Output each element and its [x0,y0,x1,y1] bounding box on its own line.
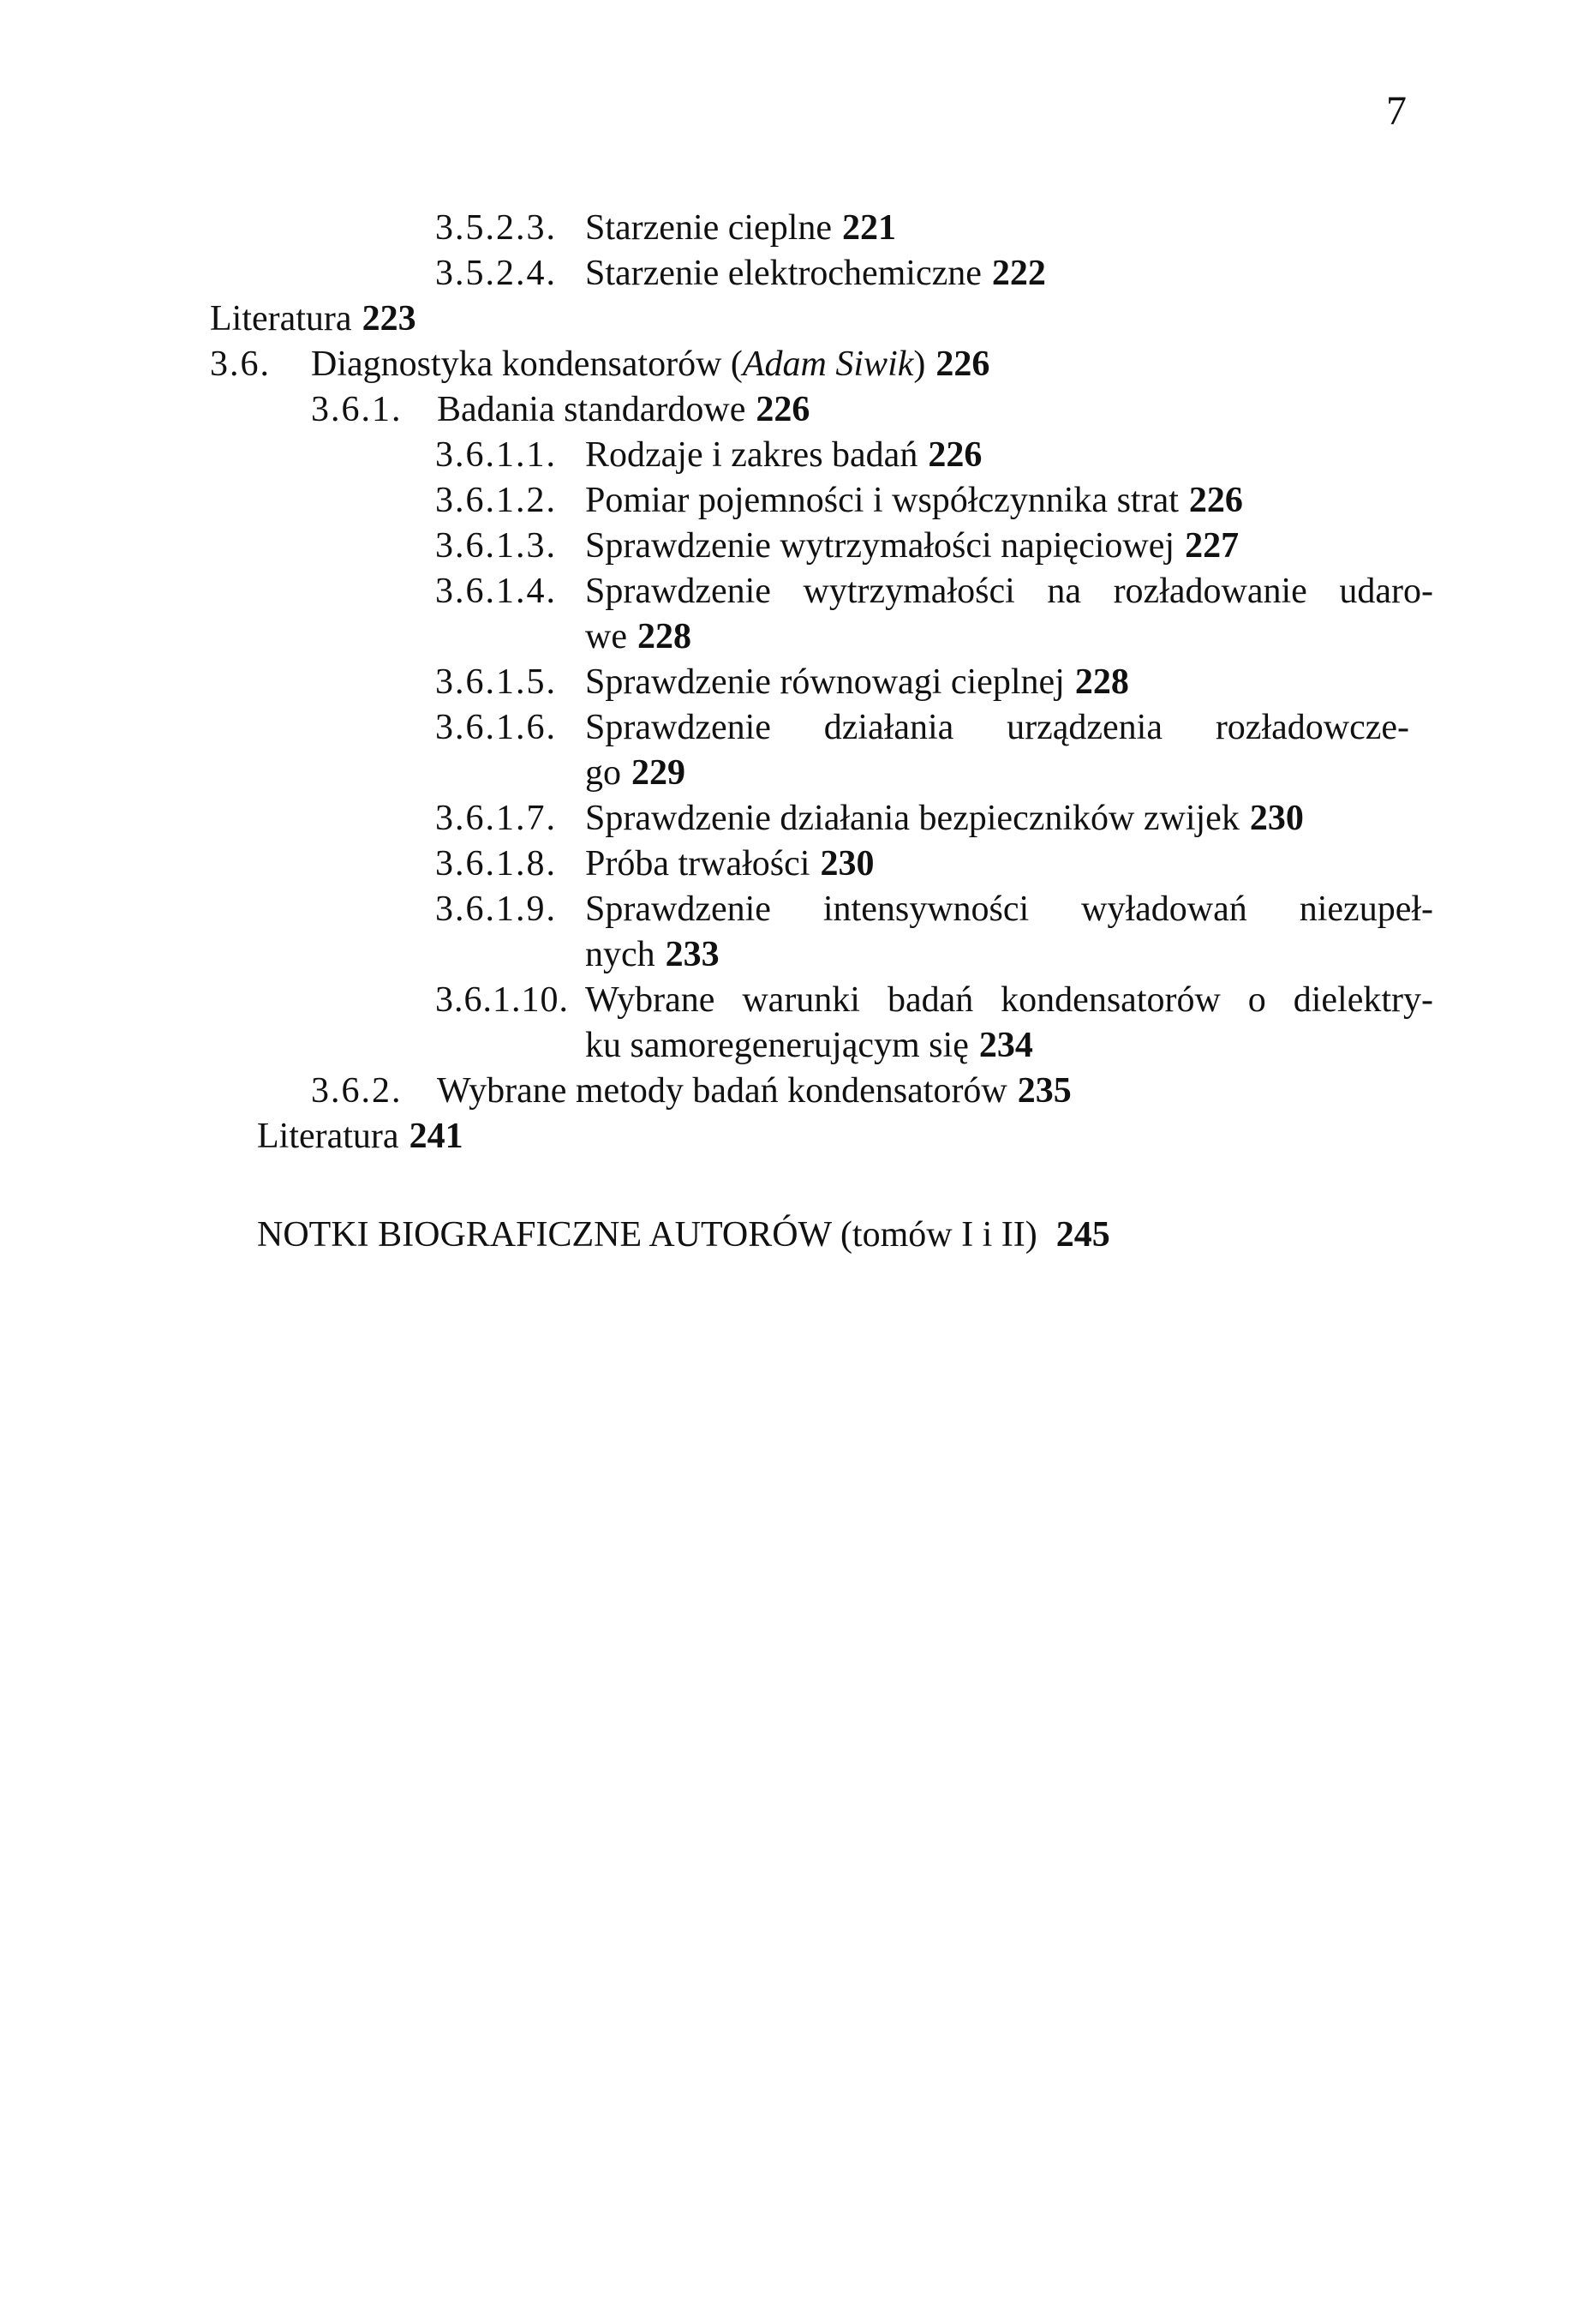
toc-entry-number: 3.6.1.2. [435,481,557,520]
toc-entry-title: Sprawdzenie działania urządzenia rozładowcze- go 229 [585,708,1409,793]
toc-entry-title: Starzenie elektrochemiczne 222 [585,254,1046,293]
toc-entry-number: 3.6.2. [311,1071,403,1111]
toc-entry-number: 3.6.1.8. [435,844,557,883]
toc-entry-page: 226 [1188,481,1243,520]
toc-entry-page: 241 [409,1117,463,1156]
toc-entry-page: 230 [820,844,875,883]
toc-entry-page: 227 [1185,526,1240,566]
toc-entry-page: 234 [978,1026,1033,1065]
toc-entry-page: 222 [991,254,1046,293]
toc-entry-number: 3.5.2.4. [435,254,557,293]
toc-entry-page: 223 [362,299,416,338]
toc-entry-number: 3.6.1.5. [435,662,557,702]
toc-entry-title: Sprawdzenie wytrzymałości na rozładowanie udaro- we 228 [585,572,1433,656]
toc-entry-number: 3.6.1.3. [435,526,557,566]
toc-entry-number: 3.6.1.6. [435,708,557,747]
toc-entry-title: Sprawdzenie równowagi cieplnej 228 [585,662,1129,702]
toc-entry-page: 226 [928,435,983,475]
toc-entry-title: Wybrane warunki badań kondensatorów o dielektry- ku samoregenerującym się 234 [585,980,1433,1065]
toc-entry-page: 228 [637,617,691,656]
toc-entry-number: 3.6.1. [311,390,403,429]
toc-entry-page: 229 [631,753,685,793]
toc-entry-page: 226 [756,390,810,429]
page-number: 7 [1386,88,1407,134]
toc-entry-page: 226 [935,344,990,384]
toc-entry-title: Diagnostyka kondensatorów (Adam Siwik) 226 [311,344,990,384]
toc-entry-number: 3.6. [210,344,271,384]
toc-entry-number: 3.6.1.10. [435,980,569,1020]
toc-entry-title: Wybrane metody badań kondensatorów 235 [437,1071,1072,1111]
toc-entry-page: 221 [842,208,897,248]
toc-entry-title: Próba trwałości 230 [585,844,875,883]
toc-entry-title: Sprawdzenie wytrzymałości napięciowej 227 [585,526,1240,566]
toc-entry-page: 245 [1055,1215,1110,1255]
toc-entry-page: 230 [1249,799,1304,838]
toc-entry-title: NOTKI BIOGRAFICZNE AUTORÓW (tomów I i II) 245 [257,1215,1110,1255]
toc-entry-title: Pomiar pojemności i współczynnika strat 226 [585,481,1243,520]
toc-entry-title: Sprawdzenie działania bezpieczników zwijek 230 [585,799,1304,838]
toc-entry-number: 3.6.1.9. [435,889,557,929]
toc-entry-author: Adam Siwik [742,344,914,384]
toc-entry-title: Literatura 223 [210,299,416,338]
toc-entry-number: 3.6.1.4. [435,572,557,611]
toc-entry-number: 3.6.1.7. [435,799,557,838]
toc-entry-title: Sprawdzenie intensywności wyładowań niezupeł- nych 233 [585,889,1433,974]
toc-entry-title: Badania standardowe 226 [437,390,810,429]
toc-entry-page: 235 [1017,1071,1072,1111]
toc-entry-number: 3.6.1.1. [435,435,557,475]
toc-entry-page: 228 [1074,662,1129,702]
toc-entry-title: Literatura 241 [257,1117,463,1156]
toc-entry-number: 3.5.2.3. [435,208,557,248]
toc-entry-title: Starzenie cieplne 221 [585,208,897,248]
toc-entry-title: Rodzaje i zakres badań 226 [585,435,983,475]
toc-entry-page: 233 [665,935,720,974]
